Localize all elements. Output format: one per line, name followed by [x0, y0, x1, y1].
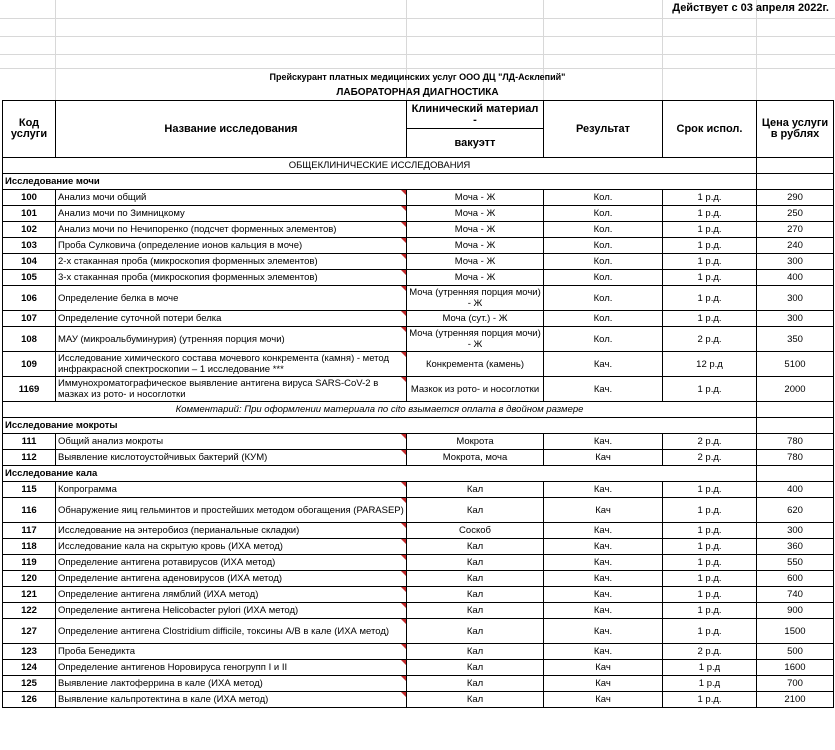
table-row	[3, 482, 834, 498]
group-title-sputum: Исследование мокроты	[3, 418, 757, 434]
service-code: 112	[3, 450, 56, 466]
service-code: 115	[3, 482, 56, 498]
service-code: 118	[3, 539, 56, 555]
lead-time: 2 р.д.	[663, 434, 757, 450]
result-type: Кач.	[544, 644, 663, 660]
table-row	[3, 539, 834, 555]
service-code: 124	[3, 660, 56, 676]
price-value: 400	[757, 482, 834, 498]
service-code: 119	[3, 555, 56, 571]
clinical-material: Соскоб	[407, 523, 544, 539]
price-value: 1500	[757, 619, 834, 644]
service-code: 127	[3, 619, 56, 644]
service-code: 106	[3, 286, 56, 311]
price-value: 780	[757, 434, 834, 450]
section-title: ОБЩЕКЛИНИЧЕСКИЕ ИССЛЕДОВАНИЯ	[3, 158, 757, 174]
result-type: Кол.	[544, 190, 663, 206]
service-name: Проба Бенедикта	[56, 644, 407, 660]
service-name: Исследование на энтеробиоз (перианальные складки)	[56, 523, 407, 539]
price-value: 300	[757, 311, 834, 327]
service-code: 125	[3, 676, 56, 692]
price-value: 550	[757, 555, 834, 571]
gridline	[406, 0, 407, 100]
service-code: 109	[3, 352, 56, 377]
price-value: 1600	[757, 660, 834, 676]
result-type: Кач.	[544, 377, 663, 402]
clinical-material: Моча - Ж	[407, 254, 544, 270]
lead-time: 1 р.д	[663, 676, 757, 692]
result-type: Кач.	[544, 434, 663, 450]
result-type: Кач.	[544, 555, 663, 571]
gridline	[543, 0, 544, 100]
clinical-material: Кал	[407, 619, 544, 644]
gridline	[55, 0, 56, 100]
clinical-material: Кал	[407, 603, 544, 619]
clinical-material: Кал	[407, 587, 544, 603]
price-value: 740	[757, 587, 834, 603]
price-value: 300	[757, 286, 834, 311]
price-value: 350	[757, 327, 834, 352]
empty-cell	[757, 174, 834, 190]
clinical-material: Моча - Ж	[407, 222, 544, 238]
lead-time: 1 р.д.	[663, 619, 757, 644]
gridline	[0, 36, 835, 37]
result-type: Кач	[544, 692, 663, 708]
result-type: Кач	[544, 660, 663, 676]
clinical-material: Кал	[407, 692, 544, 708]
table-row	[3, 206, 834, 222]
table-row	[3, 603, 834, 619]
service-code: 123	[3, 644, 56, 660]
empty-cell	[757, 466, 834, 482]
clinical-material: Мокрота, моча	[407, 450, 544, 466]
lead-time: 1 р.д.	[663, 254, 757, 270]
price-list-title: Прейскурант платных медицинских услуг ООО ДЦ "ЛД-Асклепий"	[269, 72, 566, 82]
price-value: 2100	[757, 692, 834, 708]
table-row	[3, 238, 834, 254]
lead-time: 1 р.д.	[663, 692, 757, 708]
lead-time: 1 р.д.	[663, 482, 757, 498]
service-name: Анализ мочи по Нечипоренко (подсчет форменных элементов)	[56, 222, 407, 238]
service-name: 2-х стаканная проба (микроскопия форменных элементов)	[56, 254, 407, 270]
lead-time: 2 р.д.	[663, 450, 757, 466]
price-value: 620	[757, 498, 834, 523]
service-name: Исследование химического состава мочевого конкремента (камня) - метод инфракрасной спектроскопии – 1 исследование ***	[56, 352, 407, 377]
result-type: Кол.	[544, 311, 663, 327]
table-row	[3, 352, 834, 377]
service-name: Копрограмма	[56, 482, 407, 498]
comment-row	[3, 402, 834, 418]
header-result: Результат	[544, 101, 663, 158]
service-name: Выявление кальпротектина в кале (ИХА метод)	[56, 692, 407, 708]
result-type: Кач.	[544, 619, 663, 644]
clinical-material: Конкремента (камень)	[407, 352, 544, 377]
clinical-material: Кал	[407, 539, 544, 555]
service-code: 117	[3, 523, 56, 539]
table-row	[3, 450, 834, 466]
lead-time: 1 р.д.	[663, 377, 757, 402]
table-row	[3, 286, 834, 311]
price-table	[2, 100, 834, 708]
service-code: 108	[3, 327, 56, 352]
table-row	[3, 692, 834, 708]
lead-time: 1 р.д.	[663, 498, 757, 523]
lead-time: 1 р.д	[663, 660, 757, 676]
gridline	[0, 18, 835, 19]
table-row	[3, 190, 834, 206]
lead-time: 1 р.д.	[663, 190, 757, 206]
clinical-material: Кал	[407, 676, 544, 692]
service-code: 116	[3, 498, 56, 523]
service-code: 104	[3, 254, 56, 270]
service-name: Исследование кала на скрытую кровь (ИХА метод)	[56, 539, 407, 555]
gridline	[756, 0, 757, 100]
service-name: Обнаружение яиц гельминтов и простейших методом обогащения (PARASEP)	[56, 498, 407, 523]
group-title-urine: Исследование мочи	[3, 174, 757, 190]
result-type: Кол.	[544, 238, 663, 254]
clinical-material: Моча - Ж	[407, 190, 544, 206]
clinical-material: Моча (сут.) - Ж	[407, 311, 544, 327]
header-code: Код услуги	[3, 101, 56, 158]
header-price: Цена услуги в рублях	[757, 101, 834, 158]
lead-time: 12 р.д	[663, 352, 757, 377]
service-name: Выявление кислотоустойчивых бактерий (КУМ)	[56, 450, 407, 466]
service-name: Анализ мочи общий	[56, 190, 407, 206]
service-name: Определение антигена аденовирусов (ИХА метод)	[56, 571, 407, 587]
price-value: 400	[757, 270, 834, 286]
lead-time: 1 р.д.	[663, 222, 757, 238]
price-value: 700	[757, 676, 834, 692]
lead-time: 1 р.д.	[663, 206, 757, 222]
price-value: 360	[757, 539, 834, 555]
service-name: Определение антигена Clostridium difficile, токсины А/В в кале (ИХА метод)	[56, 619, 407, 644]
table-row	[3, 555, 834, 571]
result-type: Кол.	[544, 270, 663, 286]
section-row	[3, 158, 834, 174]
service-name: Определение суточной потери белка	[56, 311, 407, 327]
table-row	[3, 587, 834, 603]
price-list-subtitle: ЛАБОРАТОРНАЯ ДИАГНОСТИКА	[336, 87, 499, 98]
service-name: Определение антигена ротавирусов (ИХА метод)	[56, 555, 407, 571]
service-code: 105	[3, 270, 56, 286]
service-code: 102	[3, 222, 56, 238]
price-value: 300	[757, 523, 834, 539]
service-name: Проба Сулковича (определение ионов кальция в моче)	[56, 238, 407, 254]
clinical-material: Кал	[407, 644, 544, 660]
group-row	[3, 466, 834, 482]
lead-time: 1 р.д.	[663, 555, 757, 571]
service-code: 103	[3, 238, 56, 254]
comment-text: Комментарий: При оформлении материала по cito взымается оплата в двойном размере	[3, 402, 757, 418]
service-code: 121	[3, 587, 56, 603]
table-row	[3, 644, 834, 660]
header-term: Срок испол.	[663, 101, 757, 158]
result-type: Кол.	[544, 222, 663, 238]
group-title-feces: Исследование кала	[3, 466, 757, 482]
table-row	[3, 377, 834, 402]
price-value: 300	[757, 254, 834, 270]
service-code: 1169	[3, 377, 56, 402]
header-material: Клинический материал -	[407, 101, 544, 129]
clinical-material: Моча - Ж	[407, 238, 544, 254]
clinical-material: Моча - Ж	[407, 270, 544, 286]
group-row	[3, 174, 834, 190]
result-type: Кол.	[544, 327, 663, 352]
result-type: Кач	[544, 450, 663, 466]
effective-date: Действует с 03 апреля 2022г.	[672, 2, 829, 14]
lead-time: 1 р.д.	[663, 539, 757, 555]
gridline	[0, 54, 835, 55]
table-row	[3, 619, 834, 644]
price-value: 240	[757, 238, 834, 254]
service-code: 100	[3, 190, 56, 206]
result-type: Кач.	[544, 603, 663, 619]
clinical-material: Моча - Ж	[407, 206, 544, 222]
table-row	[3, 327, 834, 352]
table-row	[3, 676, 834, 692]
service-name: Определение антигенов Норовируса геногрупп I и II	[56, 660, 407, 676]
service-name: Общий анализ мокроты	[56, 434, 407, 450]
lead-time: 1 р.д.	[663, 270, 757, 286]
price-value: 250	[757, 206, 834, 222]
table-row	[3, 254, 834, 270]
service-name: Определение белка в моче	[56, 286, 407, 311]
price-value: 290	[757, 190, 834, 206]
service-code: 120	[3, 571, 56, 587]
header-material-sub: вакуэтт	[407, 129, 544, 158]
service-name: Определение антигена Helicobacter pylori (ИХА метод)	[56, 603, 407, 619]
table-row	[3, 270, 834, 286]
result-type: Кач	[544, 498, 663, 523]
group-row	[3, 418, 834, 434]
price-value: 5100	[757, 352, 834, 377]
price-value: 600	[757, 571, 834, 587]
clinical-material: Моча (утренняя порция мочи) - Ж	[407, 286, 544, 311]
result-type: Кол.	[544, 286, 663, 311]
clinical-material: Моча (утренняя порция мочи) - Ж	[407, 327, 544, 352]
header-name: Название исследования	[56, 101, 407, 158]
table-row	[3, 660, 834, 676]
lead-time: 1 р.д.	[663, 311, 757, 327]
lead-time: 1 р.д.	[663, 523, 757, 539]
service-name: МАУ (микроальбуминурия) (утренняя порция мочи)	[56, 327, 407, 352]
lead-time: 2 р.д.	[663, 327, 757, 352]
service-name: Определение антигена лямблий (ИХА метод)	[56, 587, 407, 603]
lead-time: 1 р.д.	[663, 238, 757, 254]
lead-time: 2 р.д.	[663, 644, 757, 660]
clinical-material: Кал	[407, 660, 544, 676]
result-type: Кач.	[544, 352, 663, 377]
result-type: Кач.	[544, 571, 663, 587]
result-type: Кол.	[544, 206, 663, 222]
clinical-material: Мокрота	[407, 434, 544, 450]
price-value: 500	[757, 644, 834, 660]
result-type: Кач.	[544, 587, 663, 603]
table-row	[3, 498, 834, 523]
clinical-material: Кал	[407, 571, 544, 587]
price-value: 270	[757, 222, 834, 238]
result-type: Кач	[544, 676, 663, 692]
service-name: Выявление лактоферрина в кале (ИХА метод)	[56, 676, 407, 692]
result-type: Кол.	[544, 254, 663, 270]
gridline	[0, 68, 835, 69]
empty-cell	[757, 418, 834, 434]
service-code: 101	[3, 206, 56, 222]
result-type: Кач.	[544, 523, 663, 539]
clinical-material: Кал	[407, 555, 544, 571]
table-row	[3, 311, 834, 327]
service-code: 107	[3, 311, 56, 327]
price-value: 780	[757, 450, 834, 466]
lead-time: 1 р.д.	[663, 587, 757, 603]
clinical-material: Кал	[407, 498, 544, 523]
table-row	[3, 222, 834, 238]
table-row	[3, 523, 834, 539]
empty-cell	[757, 402, 834, 418]
clinical-material: Мазкок из рото- и носоглотки	[407, 377, 544, 402]
empty-cell	[757, 158, 834, 174]
table-row	[3, 434, 834, 450]
result-type: Кач.	[544, 482, 663, 498]
price-value: 900	[757, 603, 834, 619]
service-name: 3-х стаканная проба (микроскопия форменных элементов)	[56, 270, 407, 286]
table-row	[3, 571, 834, 587]
clinical-material: Кал	[407, 482, 544, 498]
service-name: Анализ мочи по Зимницкому	[56, 206, 407, 222]
lead-time: 1 р.д.	[663, 571, 757, 587]
result-type: Кач.	[544, 539, 663, 555]
service-code: 111	[3, 434, 56, 450]
price-value: 2000	[757, 377, 834, 402]
service-code: 122	[3, 603, 56, 619]
gridline	[662, 0, 663, 100]
service-code: 126	[3, 692, 56, 708]
lead-time: 1 р.д.	[663, 286, 757, 311]
lead-time: 1 р.д.	[663, 603, 757, 619]
service-name: Иммунохроматографическое выявление антигена вируса SARS-CoV-2 в мазках из рото- и носоглотки	[56, 377, 407, 402]
